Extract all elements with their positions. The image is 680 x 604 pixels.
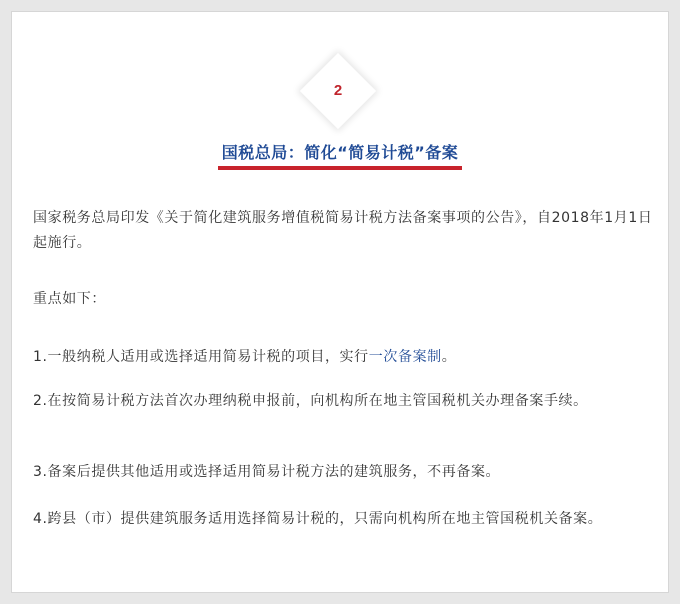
point-4: 4.跨县（市）提供建筑服务适用选择简易计税的，只需向机构所在地主管国税机关备案。 (33, 511, 603, 527)
section-title: 国税总局：简化“简易计税”备案 (221, 143, 459, 162)
point-1-highlight: 一次备案制 (368, 349, 442, 365)
point-1-text: 1.一般纳税人适用或选择适用简易计税的项目，实行 (33, 349, 369, 365)
point-2: 2.在按简易计税方法首次办理纳税申报前，向机构所在地主管国税机关办理备案手续。 (33, 393, 588, 409)
section-number: 2 (333, 82, 343, 99)
point-1 (33, 345, 653, 370)
intro-paragraph: 国家税务总局印发《关于简化建筑服务增值税简易计税方法备案事项的公告》，自2018年1月1日起施行。 (33, 210, 653, 251)
point-1-suffix: 。 (441, 349, 457, 365)
point-3: 3.备案后提供其他适用或选择适用简易计税方法的建筑服务，不再备案。 (33, 464, 501, 480)
key-points-heading: 重点如下： (33, 291, 106, 307)
title-underline (218, 166, 462, 170)
